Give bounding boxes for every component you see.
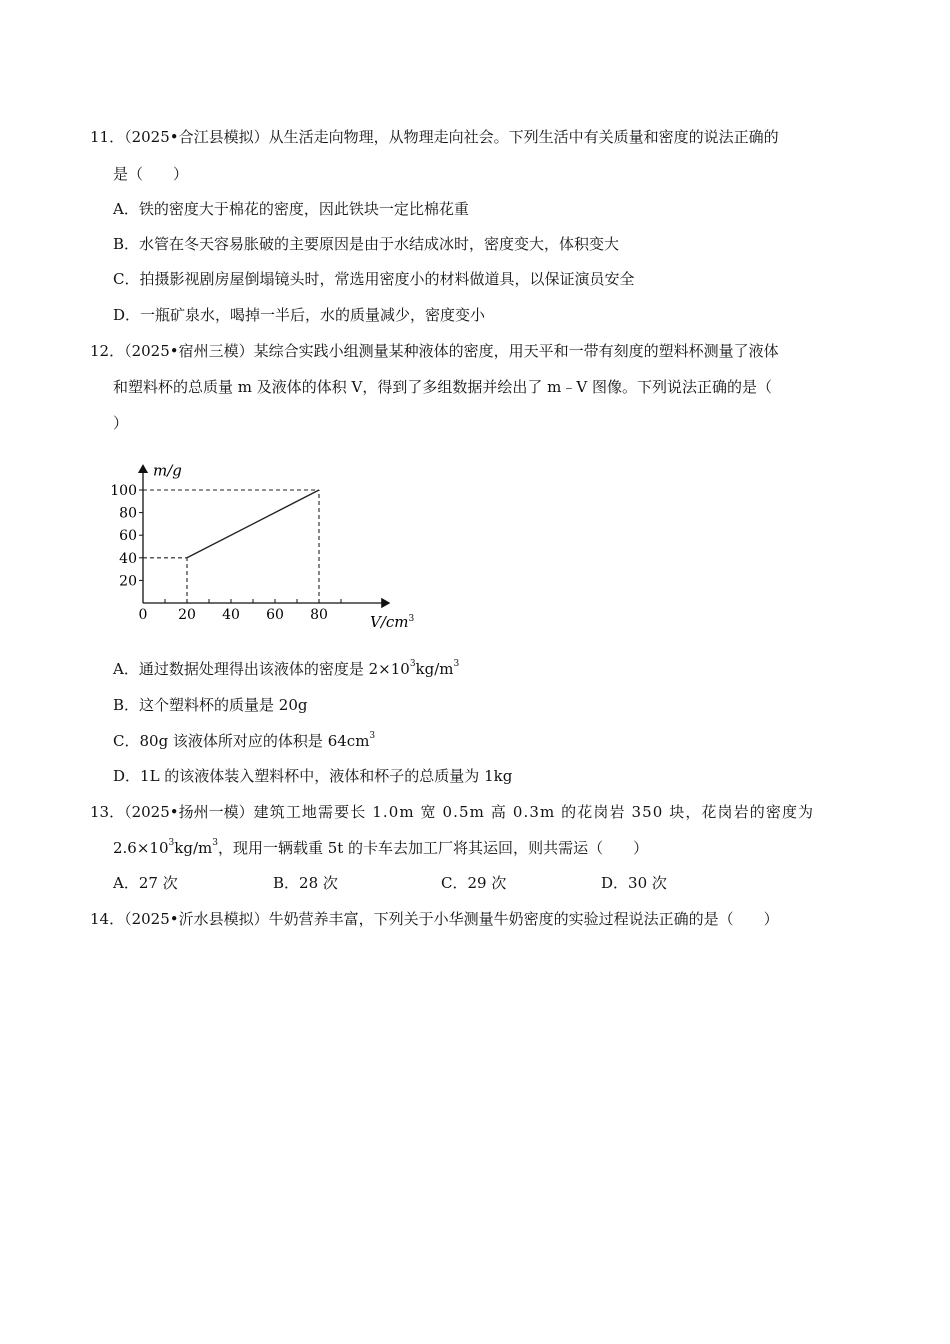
question-stem: 从生活走向物理，从物理走向社会。下列生活中有关质量和密度的说法正确的 [268,128,779,146]
y-axis-label: m/g [153,461,182,480]
option-11-c: C．拍摄影视剧房屋倒塌镜头时，常选用密度小的材料做道具，以保证演员安全 [113,270,635,288]
question-12-header [90,340,779,362]
question-stem: 建筑工地需要长 1.0m 宽 0.5m 高 0.3m 的花岗岩 350 块，花岗岩的密度为 [253,803,815,821]
series-line [187,490,319,558]
option-13-d: D．30 次 [601,874,667,892]
question-14-header [90,908,779,930]
y-tick-label: 20 [119,573,137,590]
y-tick-label: 40 [119,550,137,567]
x-tick-label: 80 [310,607,328,623]
question-13-stem-cont: $2.6\times 10^3kg/m^3$，现用一辆载重 5t 的卡车去加工厂将其运回，则共需运（ ） [113,838,649,857]
option-11-b: B．水管在冬天容易胀破的主要原因是由于水结成冰时，密度变大，体积变大 [113,235,620,253]
question-number: 14． [90,910,125,928]
question-number: 13． [90,803,125,821]
question-source: （2025•合江县模拟） [124,128,269,146]
option-13-a: A．27 次 [113,874,178,892]
question-11-stem-cont: 是（ ） [113,165,189,183]
x-axis-label: $V/cm^3$ [370,613,415,631]
question-13-header [90,801,814,823]
question-source: （2025•宿州三模） [124,342,254,360]
option-11-a: A．铁的密度大于棉花的密度，因此铁块一定比棉花重 [113,200,469,218]
option-13-c: C．29 次 [441,874,507,892]
question-11-header [90,126,779,148]
question-number: 11． [90,128,125,146]
y-tick-label: 60 [119,528,137,545]
question-number: 12． [90,342,125,360]
question-stem: 牛奶营养丰富，下列关于小华测量牛奶密度的实验过程说法正确的是（ ） [268,910,779,928]
mv-chart [110,443,433,638]
option-12-d: D．1L 的该液体装入塑料杯中，液体和杯子的总质量为 1kg [113,767,513,785]
x-tick-label: 0 [138,607,148,623]
option-11-d: D．一瓶矿泉水，喝掉一半后，水的质量减少，密度变小 [113,306,486,324]
option-12-a: A．通过数据处理得出该液体的密度是 $2\times 10^3kg/m^3$ [113,659,460,678]
question-source: （2025•扬州一模） [124,803,254,821]
question-source: （2025•沂水县模拟） [124,910,269,928]
question-13-options [113,872,713,894]
option-12-c: C．80g 该液体所对应的体积是 $64cm^3$ [113,731,376,750]
x-tick-label: 60 [266,607,284,623]
x-tick-label: 40 [222,607,240,623]
question-stem: 某综合实践小组测量某种液体的密度，用天平和一带有刻度的塑料杯测量了液体 [253,342,779,360]
x-tick-label: 20 [178,607,196,623]
y-tick-label: 100 [110,483,137,499]
y-tick-label: 80 [119,505,137,522]
option-12-b: B．这个塑料杯的质量是 20g [113,696,308,714]
question-12-stem-cont: 和塑料杯的总质量 m 及液体的体积 V，得到了多组数据并绘出了 m﹣V 图像。下列说法正确的是（ [113,378,772,396]
question-12-stem-end: ） [113,414,129,432]
option-13-b: B．28 次 [273,874,338,892]
